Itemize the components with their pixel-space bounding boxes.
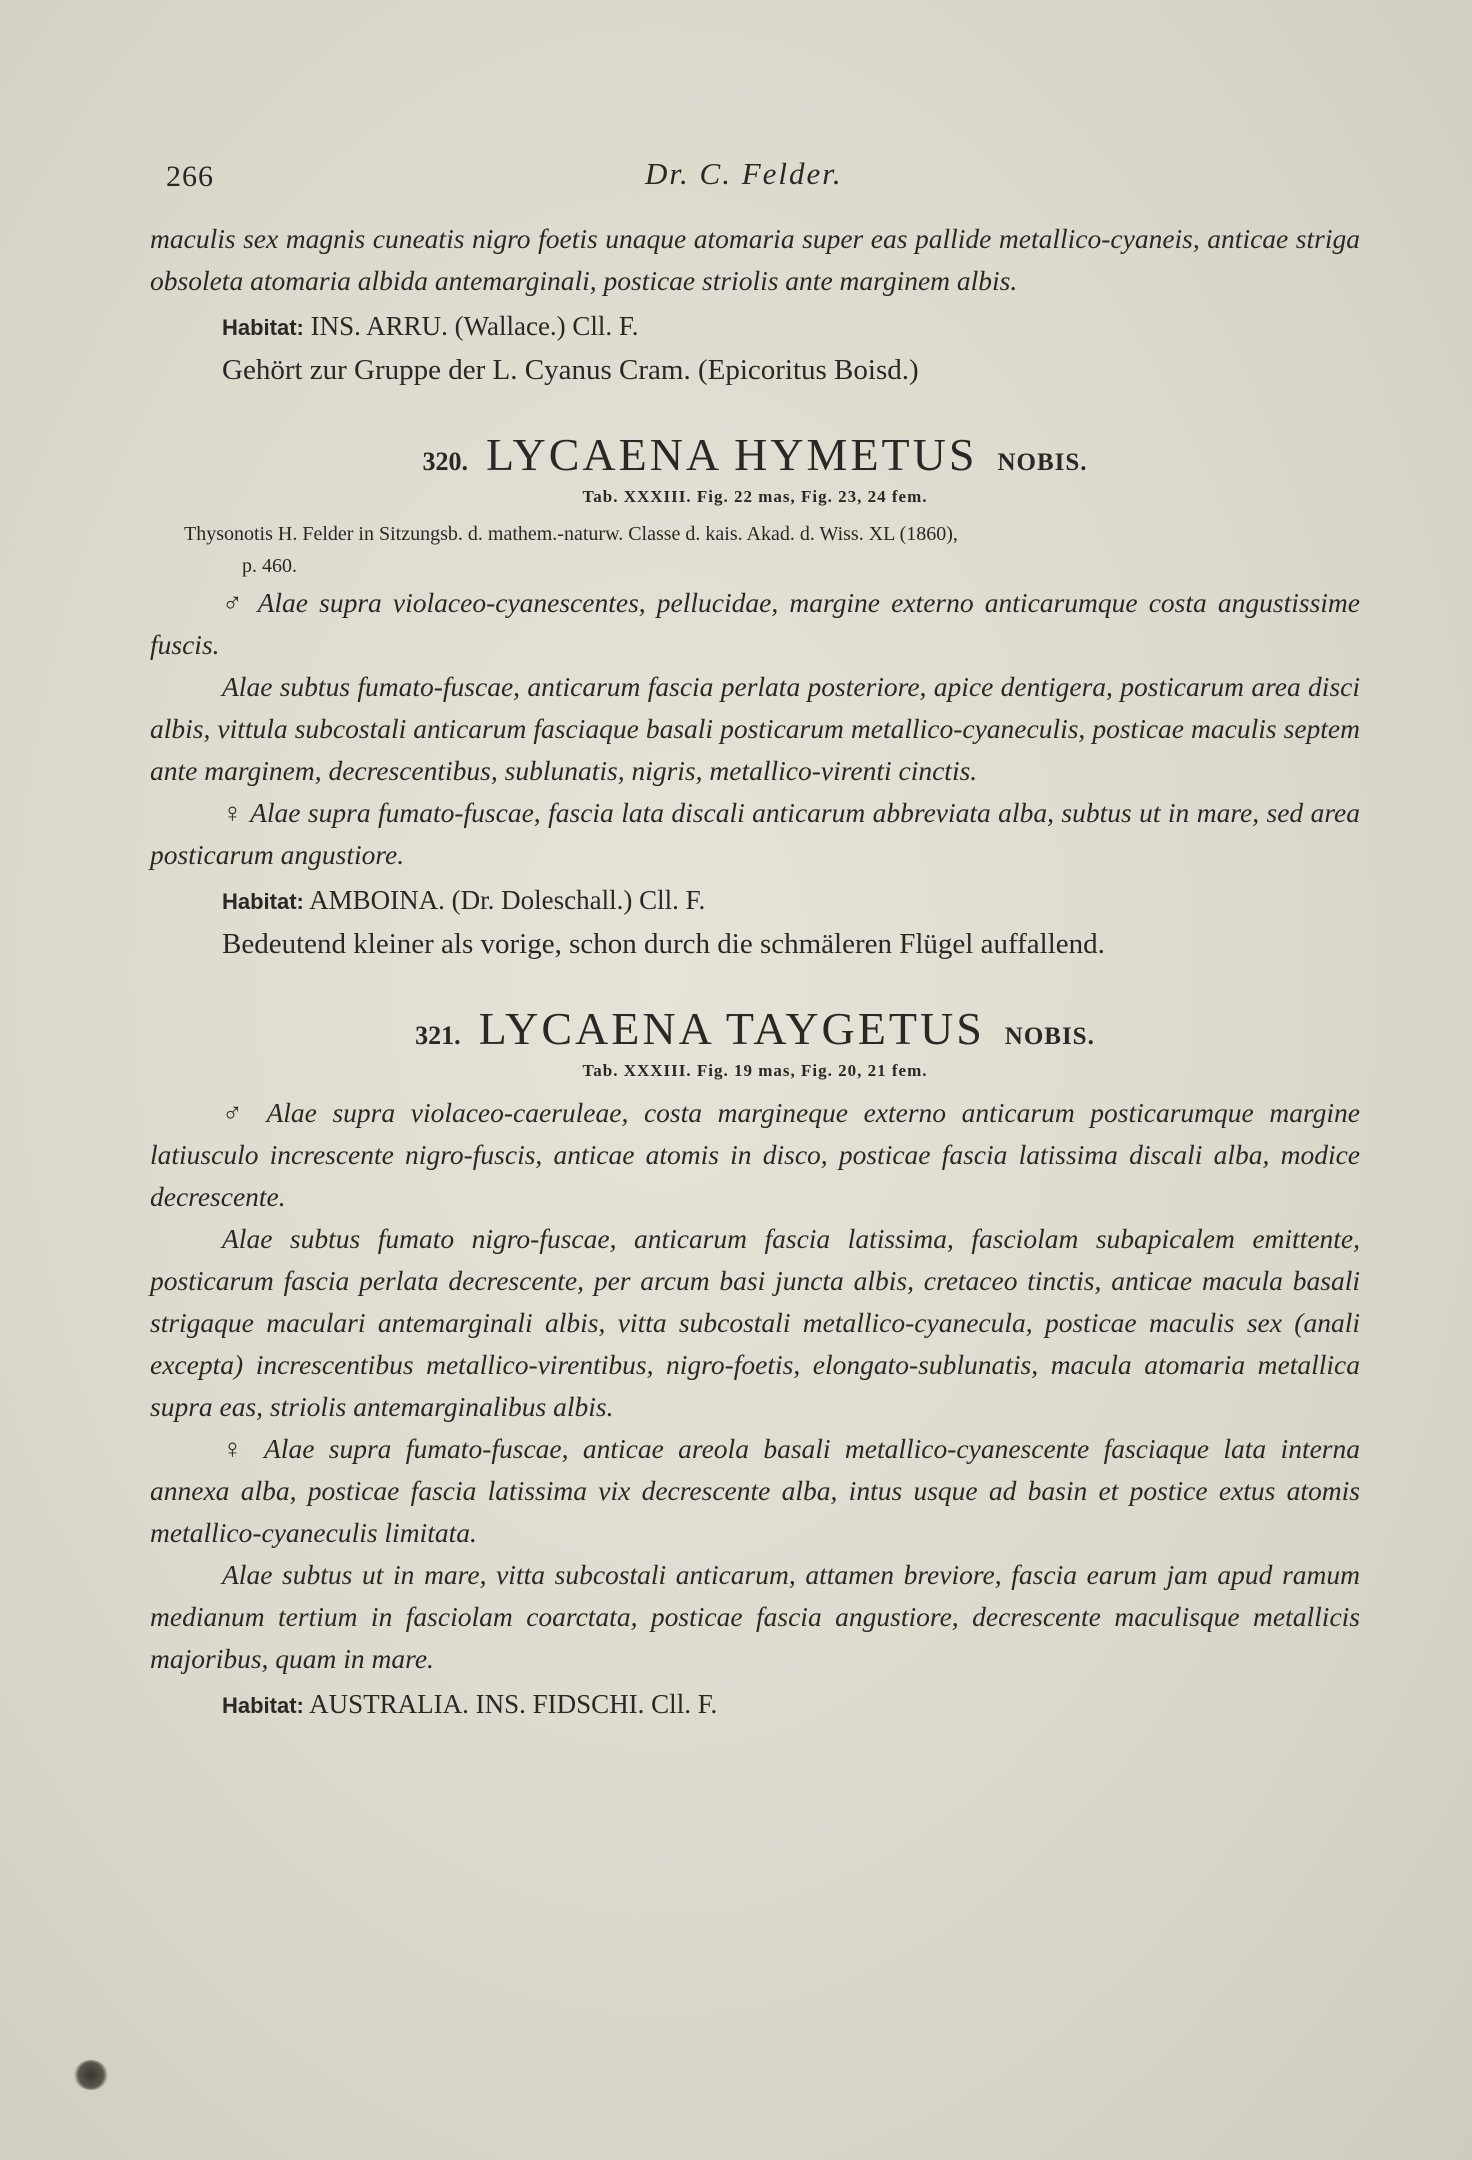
continuation-note: Gehört zur Gruppe der L. Cyanus Cram. (Epicoritus Boisd.) xyxy=(222,354,919,386)
ink-stain xyxy=(74,2060,108,2090)
species-author: NOBIS. xyxy=(997,449,1088,476)
habitat-text: AUSTRALIA. INS. FIDSCHI. Cll. F. xyxy=(309,1689,718,1719)
habitat-label: Habitat: xyxy=(222,889,304,914)
underside-description: Alae subtus fumato-fuscae, anticarum fascia perlata posteriore, apice dentigera, posticarum area disci albis, vittula subcostali anticarum fasciaque basali posticarum metallico-cyaneculis, posticae maculis septem ante marginem, decrescentibus, sublunatis, nigris, metallico-virenti cinctis. xyxy=(150,671,1360,786)
male-description: ♂ Alae supra violaceo-caeruleae, costa margineque externo anticarum posticarumque margine latiusculo increscente nigro-fuscis, anticae atomis in disco, posticae fascia latissima discali alba, modice decrescente. xyxy=(150,1097,1360,1212)
species-heading-320 xyxy=(150,428,1360,482)
habitat-text: INS. ARRU. (Wallace.) Cll. F. xyxy=(310,311,639,341)
species-note: Bedeutend kleiner als vorige, schon durch die schmäleren Flügel auffallend. xyxy=(222,928,1105,960)
habitat-text: AMBOINA. (Dr. Doleschall.) Cll. F. xyxy=(309,885,706,915)
page-number: 266 xyxy=(166,160,214,193)
plate-reference: Tab. XXXIII. Fig. 19 mas, Fig. 20, 21 fem. xyxy=(582,1061,928,1080)
page-body xyxy=(150,218,1360,1726)
synonymy-page: p. 460. xyxy=(242,555,297,577)
synonymy-line: Thysonotis H. Felder in Sitzungsb. d. mathem.-naturw. Classe d. kais. Akad. d. Wiss. XL (1860), xyxy=(184,523,958,545)
female-description: ♀ Alae supra fumato-fuscae, fascia lata discali anticarum abbreviata alba, subtus ut in mare, sed area posticarum angustiore. xyxy=(150,797,1360,870)
species-name: LYCAENA HYMETUS xyxy=(485,429,978,480)
running-head xyxy=(160,156,1360,200)
habitat-label: Habitat: xyxy=(222,315,304,340)
female-underside-description: Alae subtus ut in mare, vitta subcostali anticarum, attamen breviore, fascia earum jam apud ramum medianum tertium in fasciolam coarctata, posticae fascia angustiore, decrescente maculisque metallicis majoribus, quam in mare. xyxy=(150,1559,1360,1674)
male-description: ♂ Alae supra violaceo-cyanescentes, pellucidae, margine externo anticarumque costa angustissime fuscis. xyxy=(150,587,1360,660)
running-title: Dr. C. Felder. xyxy=(645,156,843,191)
species-author: NOBIS. xyxy=(1004,1023,1095,1050)
plate-reference: Tab. XXXIII. Fig. 22 mas, Fig. 23, 24 fem. xyxy=(582,487,928,506)
habitat-label: Habitat: xyxy=(222,1693,304,1718)
continuation-description: maculis sex magnis cuneatis nigro foetis unaque atomaria super eas pallide metallico-cyaneis, anticae striga obsoleta atomaria albida antemarginali, posticae striolis ante marginem albis. xyxy=(150,223,1360,296)
continuation-habitat xyxy=(222,306,1360,348)
species-number: 320. xyxy=(422,447,468,476)
species-heading-321 xyxy=(150,1002,1360,1056)
underside-description: Alae subtus fumato nigro-fuscae, anticarum fascia latissima, fasciolam subapicalem emittente, posticarum fascia perlata decrescente, per arcum basi juncta albis, cretaceo tinctis, anticae macula basali strigaque maculari antemarginali albis, vitta subcostali metallico-cyanecula, posticae maculis sex (anali excepta) increscentibus metallico-virentibus, nigro-foetis, elongato-sublunatis, macula atomaria metallica supra eas, striolis antemarginalibus albis. xyxy=(150,1223,1360,1422)
species-name: LYCAENA TAYGETUS xyxy=(478,1003,985,1054)
habitat-321 xyxy=(222,1684,1360,1726)
female-description: ♀ Alae supra fumato-fuscae, anticae areola basali metallico-cyanescente fasciaque lata interna annexa alba, posticae fascia latissima vix decrescente alba, intus usque ad basin et postice extus atomis metallico-cyaneculis limitata. xyxy=(150,1433,1360,1548)
habitat-320 xyxy=(222,880,1360,922)
species-number: 321. xyxy=(415,1021,461,1050)
